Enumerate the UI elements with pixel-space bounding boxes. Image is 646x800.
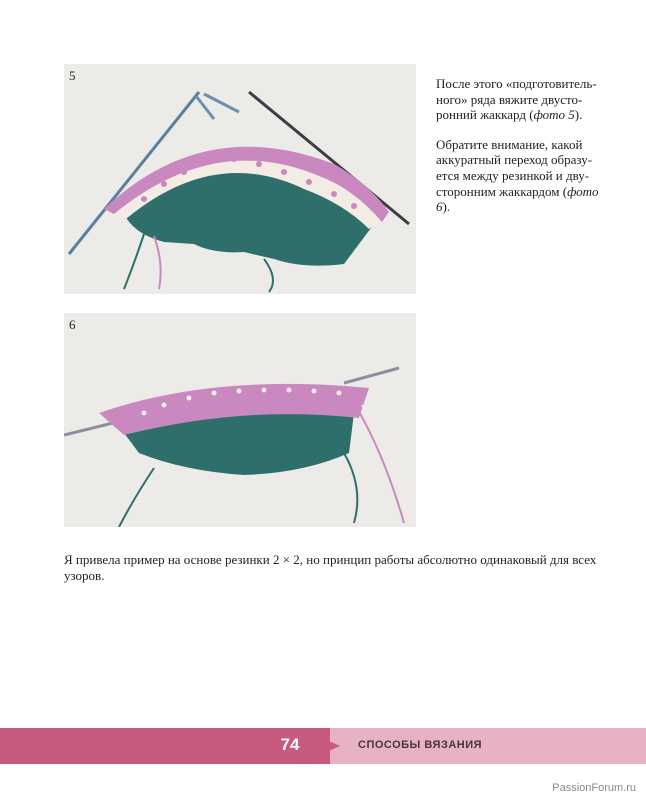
watermark: PassionForum.ru [552,782,636,794]
caption-paragraph-2: Обратите внимание, какой аккуратный переход образу-ется между резинкой и дву-сторонним жаккардом (фото 6). [436,136,599,215]
section-title: СПОСОБЫ ВЯЗАНИЯ [358,739,483,751]
photo-number: 5 [69,68,76,83]
body-paragraph: Я привела пример на основе резинки 2 × 2, но принцип работы абсолютно одинаковый для всех узоров. [64,552,597,583]
page-number: 74 [280,735,300,754]
knitting-photo-5 [64,64,416,294]
page-footer [0,728,646,764]
knitting-photo-6 [64,313,416,527]
knitting-illustration-6 [64,313,416,527]
caption-paragraph-1: После этого «подготовитель-ного» ряда вяжите двусто-ронний жаккард (фото 5). [436,76,597,123]
side-caption [436,76,606,229]
photo-number: 6 [69,317,76,332]
knitting-illustration-5 [64,64,416,294]
photo-reference: фото 6 [436,183,599,215]
photo-reference: фото 5 [533,107,575,123]
